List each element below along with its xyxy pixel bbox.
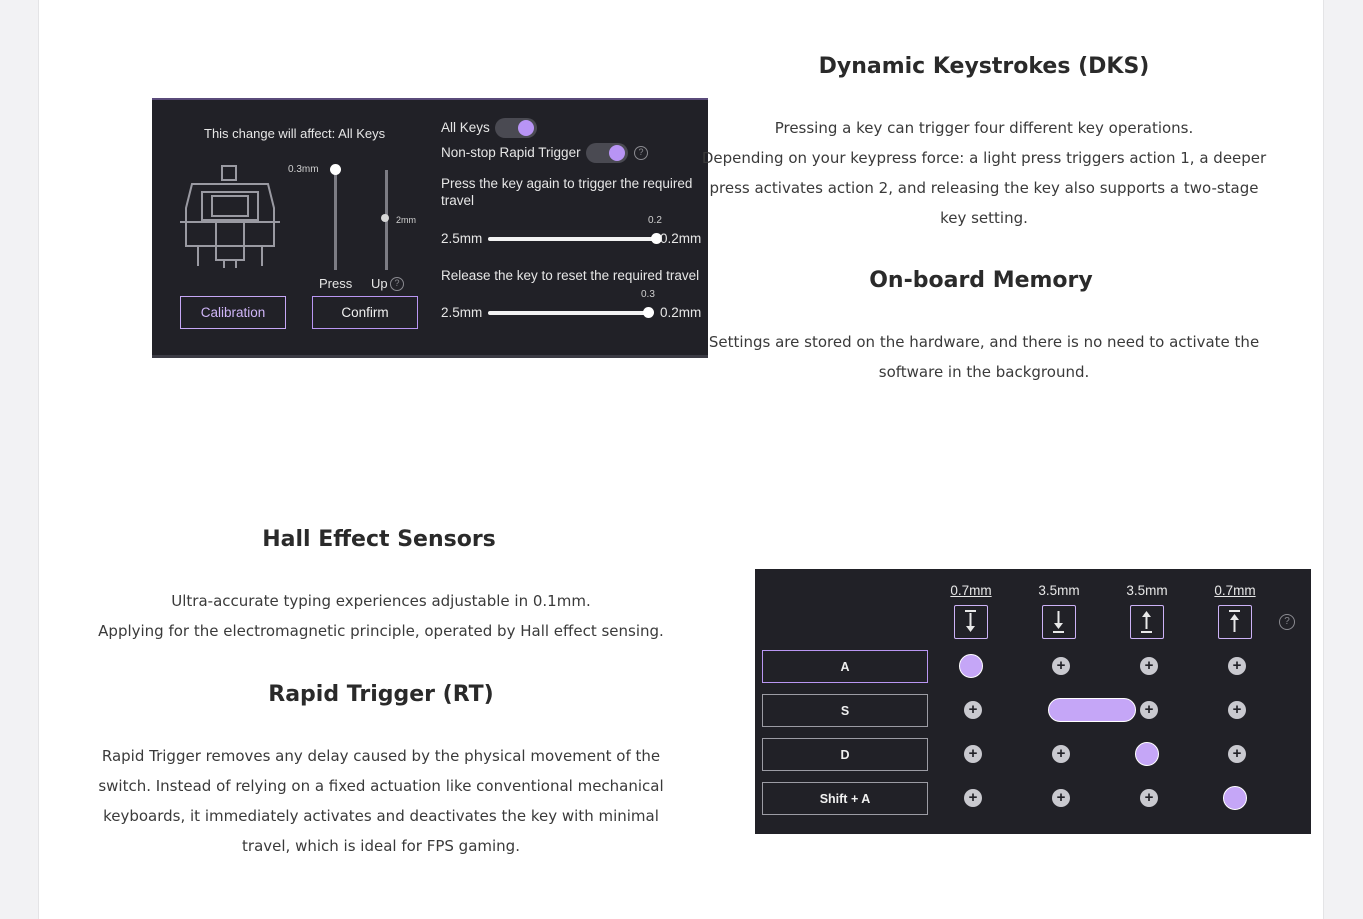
- add-action-icon[interactable]: +: [1228, 701, 1246, 719]
- dks-line: Pressing a key can trigger four different key operations.: [774, 119, 1194, 137]
- rt-line: Rapid Trigger removes any delay caused by the physical movement of the: [101, 747, 661, 765]
- up-label: Up: [371, 276, 388, 291]
- slider2-value-label: 0.3: [641, 289, 655, 300]
- up-help-icon[interactable]: ?: [390, 277, 404, 291]
- add-action-icon[interactable]: +: [964, 745, 982, 763]
- add-action-icon[interactable]: +: [1140, 789, 1158, 807]
- add-action-icon[interactable]: +: [1052, 657, 1070, 675]
- hall-line: Ultra-accurate typing experiences adjustable in 0.1mm.: [171, 592, 591, 610]
- memory-line: Settings are stored on the hardware, and there is no need to activate the: [708, 333, 1260, 351]
- toggle-knob: [518, 120, 534, 136]
- affect-label: This change will affect: All Keys: [204, 126, 386, 141]
- dks-description: [698, 113, 1270, 233]
- key-row-d[interactable]: D: [762, 738, 928, 771]
- confirm-button[interactable]: Confirm: [312, 296, 418, 329]
- add-action-icon[interactable]: +: [1052, 789, 1070, 807]
- press-label: Press: [319, 276, 353, 291]
- calibration-button[interactable]: Calibration: [180, 296, 286, 329]
- press-depth-label: 0.3mm: [288, 164, 319, 175]
- action-slot-shift-a-4[interactable]: [1223, 786, 1247, 810]
- column-header-1: 0.7mm: [950, 583, 992, 598]
- release-slider-track[interactable]: [488, 311, 648, 315]
- add-action-icon[interactable]: +: [1052, 745, 1070, 763]
- release-text: Release the key to reset the required travel: [441, 268, 700, 283]
- hall-description: [91, 586, 671, 646]
- add-action-icon[interactable]: +: [1228, 657, 1246, 675]
- hall-title: Hall Effect Sensors: [262, 527, 496, 552]
- nonstop-rapid-trigger-label: Non-stop Rapid Trigger: [441, 145, 581, 160]
- add-action-icon[interactable]: +: [1140, 657, 1158, 675]
- press-again-text: Press the key again to trigger the required: [441, 176, 693, 191]
- switch-diagram-icon: [178, 162, 282, 270]
- key-row-a[interactable]: A: [762, 650, 928, 683]
- key-row-shift-a[interactable]: Shift + A: [762, 782, 928, 815]
- slider1-min-label: 2.5mm: [441, 231, 483, 246]
- column-header-2: 3.5mm: [1038, 583, 1080, 598]
- column-header-4: 0.7mm: [1214, 583, 1256, 598]
- add-action-icon[interactable]: +: [964, 789, 982, 807]
- release-from-bottom-icon[interactable]: [1130, 605, 1164, 639]
- dks-line: Depending on your keypress force: a light press triggers action 1, a deeper: [701, 149, 1267, 167]
- rt-line: keyboards, it immediately activates and deactivates the key with minimal: [103, 807, 659, 825]
- release-depth-label: 2mm: [396, 215, 416, 225]
- press-depth-slider-handle[interactable]: [330, 164, 341, 175]
- all-keys-label: All Keys: [441, 120, 490, 135]
- add-action-icon[interactable]: +: [1140, 701, 1158, 719]
- press-to-bottom-icon[interactable]: [1042, 605, 1076, 639]
- all-keys-toggle[interactable]: [495, 118, 537, 138]
- add-action-icon[interactable]: +: [964, 701, 982, 719]
- rt-description: [91, 741, 671, 861]
- release-depth-slider-handle[interactable]: [381, 214, 389, 222]
- add-action-icon[interactable]: +: [1228, 745, 1246, 763]
- release-slider-handle[interactable]: [643, 307, 654, 318]
- rt-line: travel, which is ideal for FPS gaming.: [242, 837, 520, 855]
- hall-line: Applying for the electromagnetic principle, operated by Hall effect sensing.: [98, 622, 664, 640]
- nonstop-help-icon[interactable]: ?: [634, 146, 648, 160]
- rapid-trigger-settings-panel: [152, 98, 708, 358]
- memory-line: software in the background.: [878, 363, 1090, 381]
- action-slot-a-1[interactable]: [959, 654, 983, 678]
- press-again-slider-track[interactable]: [488, 237, 656, 241]
- slider2-min-label: 2.5mm: [441, 305, 483, 320]
- release-to-top-icon[interactable]: [1218, 605, 1252, 639]
- action-slot-d-3[interactable]: [1135, 742, 1159, 766]
- press-depth-slider-track[interactable]: [334, 170, 337, 270]
- press-to-top-icon[interactable]: [954, 605, 988, 639]
- action-slot-s-2-3[interactable]: [1048, 698, 1136, 722]
- memory-title: On-board Memory: [869, 268, 1093, 293]
- dks-line: key setting.: [940, 209, 1028, 227]
- slider1-max-label: 0.2mm: [660, 231, 702, 246]
- key-row-s[interactable]: S: [762, 694, 928, 727]
- dks-line: press activates action 2, and releasing the key also supports a two-stage: [709, 179, 1259, 197]
- page-content: [38, 0, 1324, 919]
- dks-key-table-panel: [755, 569, 1311, 834]
- slider1-value-label: 0.2: [648, 215, 662, 226]
- slider2-max-label: 0.2mm: [660, 305, 702, 320]
- rt-title: Rapid Trigger (RT): [268, 682, 494, 707]
- key-table-help-icon[interactable]: ?: [1279, 614, 1295, 630]
- toggle-knob: [609, 145, 625, 161]
- dks-title: Dynamic Keystrokes (DKS): [818, 54, 1150, 79]
- column-header-3: 3.5mm: [1126, 583, 1168, 598]
- nonstop-rapid-trigger-toggle[interactable]: [586, 143, 628, 163]
- press-again-text-2: travel: [441, 193, 475, 208]
- rt-line: switch. Instead of relying on a fixed actuation like conventional mechanical: [98, 777, 664, 795]
- memory-description: [698, 327, 1270, 387]
